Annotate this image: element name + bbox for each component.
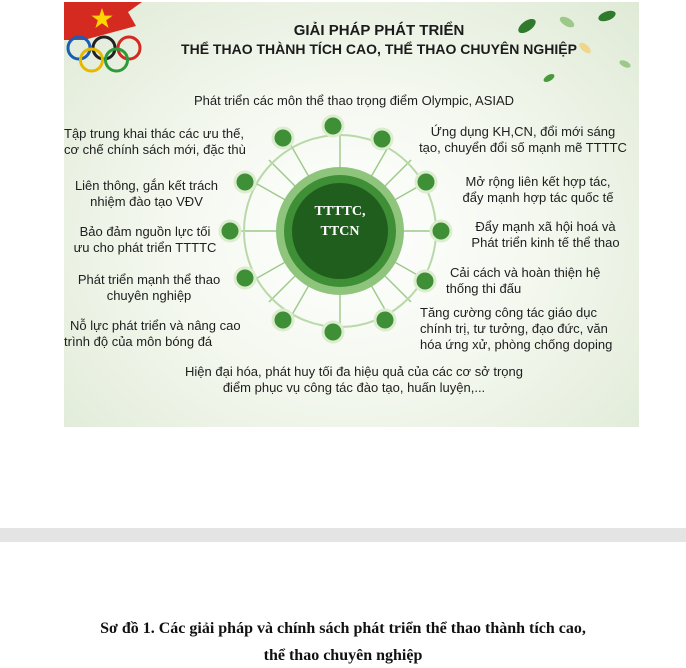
node-right5 [375,310,395,330]
item-right4-line1: Cải cách và hoàn thiện hệ [450,265,601,280]
node-right1 [372,129,392,149]
item-left4 [66,272,232,304]
node-left5 [273,310,293,330]
hub-label-line2: TTCN [320,224,360,239]
item-right2-line1: Mở rộng liên kết hợp tác, [465,174,611,189]
item-right1-line1: Ứng dụng KH,CN, đổi mới sáng [430,124,616,139]
item-right1-line2: tạo, chuyển đổi số mạnh mẽ TTTTC [419,140,627,155]
hub-label-line1: TTTTC, [314,204,366,219]
item-left4-line2: chuyên nghiệp [106,288,192,303]
item-left2-line2: nhiệm đào tạo VĐV [90,194,203,209]
page-separator [0,528,686,542]
node-right2 [416,172,436,192]
item-left1-line2: cơ chế chính sách mới, đặc thù [64,142,246,157]
item-right5-line3: hóa ứng xử, phòng chống doping [420,337,613,352]
node-right4 [415,271,435,291]
figure-caption-line1: Sơ đồ 1. Các giải pháp và chính sách phát triển thể thao thành tích cao, [100,620,586,637]
infographic [64,2,639,427]
item-right1 [409,124,637,156]
item-left2 [64,178,229,210]
item-bottom [144,364,564,396]
item-bottom-line1: Hiện đại hóa, phát huy tối đa hiệu quả của các cơ sở trọng [185,364,523,379]
node-bottom [323,322,343,342]
node-left4 [235,268,255,288]
item-right4-line2: thống thi đấu [446,281,522,296]
item-left5-line1: Nỗ lực phát triển và nâng cao [70,318,241,333]
item-right5 [420,305,612,353]
item-top-text: Phát triển các môn thể thao trọng điểm Olympic, ASIAD [193,93,515,108]
item-right4 [446,265,600,297]
infographic-title-line1: GIẢI PHÁP PHÁT TRIỂN [293,22,465,39]
item-right2-line2: đẩy mạnh hợp tác quốc tế [462,190,614,205]
item-right3 [458,219,633,251]
item-left5 [64,318,241,350]
item-right5-line2: chính trị, tư tưởng, đạo đức, văn [420,321,608,336]
item-left5-line2: trình độ của môn bóng đá [64,334,213,349]
item-left1 [64,126,246,158]
infographic-title-line2: THỂ THAO THÀNH TÍCH CAO, THỂ THAO CHUYÊN NGHIỆP [181,41,577,57]
item-right3-line1: Đẩy mạnh xã hội hoá và [475,219,616,234]
item-right5-line1: Tăng cường công tác giáo dục [420,305,597,320]
item-left4-line1: Phát triển mạnh thể thao [77,272,221,287]
item-left3 [64,224,226,256]
item-left1-line1: Tập trung khai thác các ưu thế, [64,126,244,141]
item-left3-line1: Bảo đảm nguồn lực tối [79,224,211,239]
node-left1 [273,128,293,148]
hub-label [290,172,390,272]
node-right3 [431,221,451,241]
item-top [164,93,544,109]
item-bottom-line2: điểm phục vụ công tác đào tạo, huấn luyện,... [222,380,486,395]
item-right2 [447,174,629,206]
node-top [323,116,343,136]
node-left2 [235,172,255,192]
item-left2-line1: Liên thông, gắn kết trách [74,178,219,193]
item-right3-line2: Phát triển kinh tế thể thao [471,235,620,250]
figure-caption-line2: thể thao chuyên nghiệp [263,647,423,664]
item-left3-line2: ưu cho phát triển TTTTC [73,240,217,255]
